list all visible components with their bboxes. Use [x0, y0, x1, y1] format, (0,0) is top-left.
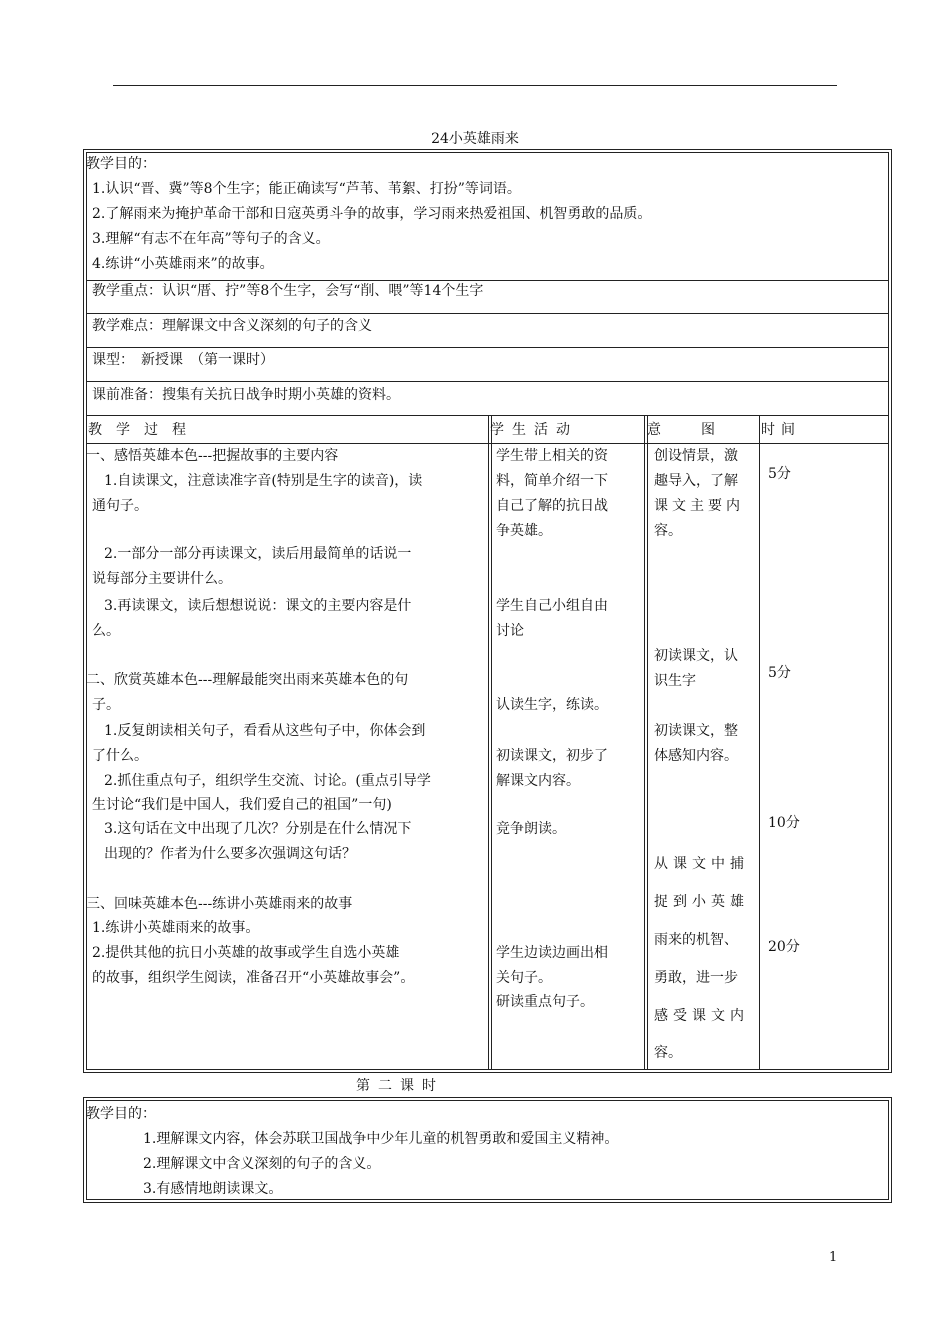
header-activities: 学生活动 [490, 422, 578, 438]
preparation: 课前准备：搜集有关抗日战争时期小英雄的资料。 [92, 387, 400, 403]
intent-line: 初读课文，整 [654, 723, 738, 739]
time-value: 20分 [768, 939, 800, 955]
process-line: 的故事，组织学生阅读，准备召开“小英雄故事会”。 [92, 970, 415, 986]
header-process: 教学过程 [88, 422, 200, 438]
process-line: 1.自读课文，注意读准字音(特别是生字的读音)，读 [104, 473, 423, 489]
process-line: 1.反复朗读相关句子，看看从这些句子中，你体会到 [104, 723, 426, 739]
intent-line: 课文主要内 [654, 498, 744, 514]
activity-line: 争英雄。 [496, 523, 552, 539]
process-line: 三、回味英雄本色---练讲小英雄雨来的故事 [86, 896, 353, 912]
lesson-type: 课型： 新授课 （第一课时） [92, 352, 274, 368]
process-line: 2.一部分一部分再读课文，读后用最简单的话说一 [104, 546, 412, 562]
second-lesson-frame [83, 1097, 892, 1203]
header-intent: 意图 [647, 422, 755, 438]
process-line: 出现的？作者为什么要多次强调这句话？ [104, 846, 356, 862]
objective-1: 1.认识“晋、冀”等8个生字；能正确读写“芦苇、苇絮、打扮”等词语。 [92, 181, 521, 197]
second-objective-2: 2.理解课文中含义深刻的句子的含义。 [143, 1156, 381, 1172]
activity-line: 关句子。 [496, 970, 552, 986]
activity-line: 学生自己小组自由 [496, 598, 608, 614]
process-line: 2.抓住重点句子，组织学生交流、讨论。(重点引导学 [104, 773, 431, 789]
second-lesson-heading: 第二课时 [356, 1078, 444, 1094]
header-rule [113, 85, 837, 86]
process-line: 生讨论“我们是中国人，我们爱自己的祖国”一句) [92, 797, 392, 813]
activity-line: 学生边读边画出相 [496, 945, 608, 961]
intent-line: 雨来的机智、 [654, 932, 738, 948]
objective-3: 3.理解“有志不在年高”等句子的含义。 [92, 231, 330, 247]
process-line: 了什么。 [92, 748, 148, 764]
intent-line: 趣导入，了解 [654, 473, 738, 489]
objective-4: 4.练讲“小英雄雨来”的故事。 [92, 256, 274, 272]
intent-line: 初读课文，认 [654, 648, 738, 664]
page-number: 1 [829, 1250, 838, 1265]
intent-line: 容。 [654, 1045, 682, 1061]
intent-line: 捉到小英雄 [654, 894, 749, 910]
header-time: 时间 [761, 422, 801, 438]
intent-line: 容。 [654, 523, 682, 539]
second-objective-1: 1.理解课文内容，体会苏联卫国战争中少年儿童的机智勇敢和爱国主义精神。 [143, 1131, 619, 1147]
activity-line: 解课文内容。 [496, 773, 580, 789]
process-line: 么。 [92, 623, 120, 639]
process-line: 子。 [92, 697, 120, 713]
process-line: 2.提供其他的抗日小英雄的故事或学生自选小英雄 [92, 945, 400, 961]
difficulties: 教学难点：理解课文中含义深刻的句子的含义 [92, 318, 372, 334]
process-line: 二、欣赏英雄本色---理解最能突出雨来英雄本色的句 [86, 672, 409, 688]
intent-line: 体感知内容。 [654, 748, 738, 764]
process-line: 3.再读课文，读后想想说说：课文的主要内容是什 [104, 598, 412, 614]
process-line: 一、感悟英雄本色---把握故事的主要内容 [86, 448, 339, 464]
process-line: 3.这句话在文中出现了几次？分别是在什么情况下 [104, 821, 412, 837]
intent-line: 从课文中捕 [654, 856, 749, 872]
activity-line: 初读课文，初步了 [496, 748, 608, 764]
intent-line: 创设情景，激 [654, 448, 738, 464]
second-objective-3: 3.有感情地朗读课文。 [143, 1181, 283, 1197]
process-line: 1.练讲小英雄雨来的故事。 [92, 920, 260, 936]
lesson-title: 24小英雄雨来 [431, 131, 519, 147]
activity-line: 料，简单介绍一下 [496, 473, 608, 489]
lesson-plan-frame [83, 149, 892, 1073]
time-value: 5分 [768, 466, 791, 482]
activity-line: 研读重点句子。 [496, 994, 594, 1010]
process-line: 说每部分主要讲什么。 [92, 571, 232, 587]
activity-line: 竞争朗读。 [496, 821, 566, 837]
intent-line: 识生字 [654, 673, 696, 689]
time-value: 5分 [768, 665, 791, 681]
intent-line: 勇敢，进一步 [654, 970, 738, 986]
activity-line: 学生带上相关的资 [496, 448, 608, 464]
process-line: 通句子。 [92, 498, 148, 514]
activity-line: 讨论 [496, 623, 524, 639]
activity-line: 自己了解的抗日战 [496, 498, 608, 514]
time-value: 10分 [768, 815, 800, 831]
objective-2: 2.了解雨来为掩护革命干部和日寇英勇斗争的故事，学习雨来热爱祖国、机智勇敢的品质。 [92, 206, 652, 222]
activity-line: 认读生字，练读。 [496, 697, 608, 713]
second-objectives-label: 教学目的： [86, 1106, 156, 1122]
intent-line: 感受课文内 [654, 1008, 749, 1024]
key-points: 教学重点：认识“厝、拧”等8个生字，会写“削、喂”等14个生字 [92, 283, 484, 299]
objectives-label: 教学目的： [86, 156, 156, 172]
